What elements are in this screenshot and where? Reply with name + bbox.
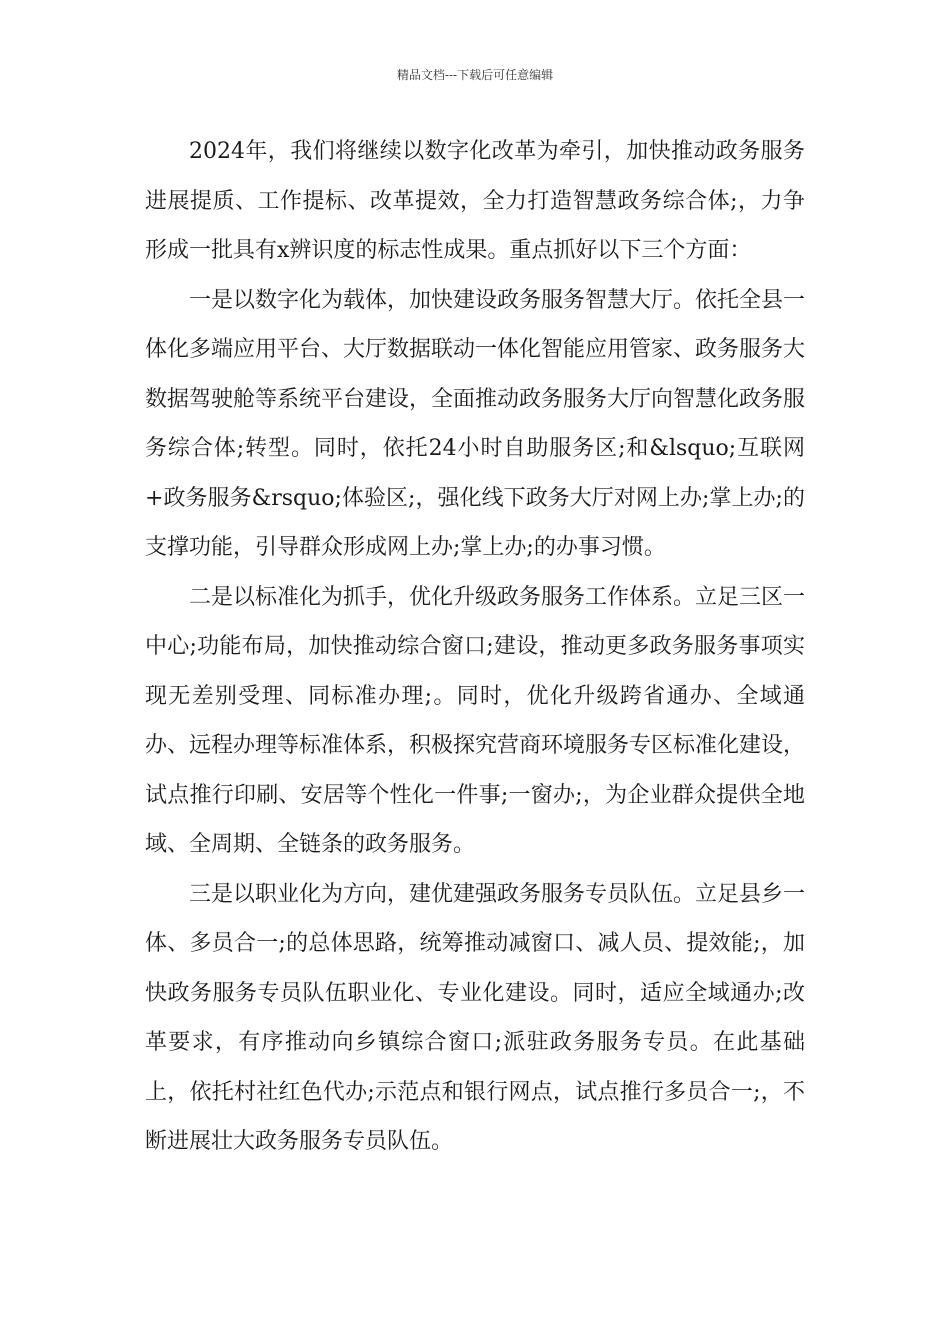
- paragraph-intro: 2024年，我们将继续以数字化改革为牵引，加快推动政务服务进展提质、工作提标、改革提效，全力打造智慧政务综合体;，力争形成一批具有x辨识度的标志性成果。重点抓好以下三个方面：: [145, 139, 805, 263]
- document-body: [145, 127, 805, 1167]
- paragraph-standardization: 二是以标准化为抓手，优化升级政务服务工作体系。立足三区一中心;功能布局，加快推动综合窗口;建设，推动更多政务服务事项实现无差别受理、同标准办理;。同时，优化升级跨省通办、全域通办、远程办理等标准体系，积极探究营商环境服务专区标准化建设，试点推行印刷、安居等个性化一件事;一窗办;，为企业群众提供全地域、全周期、全链条的政务服务。: [145, 584, 806, 857]
- page-header: 精品文档---下载后可任意编辑: [396, 68, 554, 82]
- paragraph-professionalization: 三是以职业化为方向，建优建强政务服务专员队伍。立足县乡一体、多员合一;的总体思路，统筹推动减窗口、减人员、提效能;，加快政务服务专员队伍职业化、专业化建设。同时，适应全域通办;改革要求，有序推动向乡镇综合窗口;派驻政务服务专员。在此基础上，依托村社红色代办;示范点和银行网点，试点推行多员合一;，不断进展壮大政务服务专员队伍。: [145, 881, 806, 1154]
- paragraph-digitalization: 一是以数字化为载体，加快建设政务服务智慧大厅。依托全县一体化多端应用平台、大厅数据联动一体化智能应用管家、政务服务大数据驾驶舱等系统平台建设，全面推动政务服务大厅向智慧化政务服务综合体;转型。同时，依托24小时自助服务区;和&lsquo;互联网+政务服务&rsquo;体验区;，强化线下政务大厅对网上办;掌上办;的支撑功能，引导群众形成网上办;掌上办;的办事习惯。: [145, 287, 806, 560]
